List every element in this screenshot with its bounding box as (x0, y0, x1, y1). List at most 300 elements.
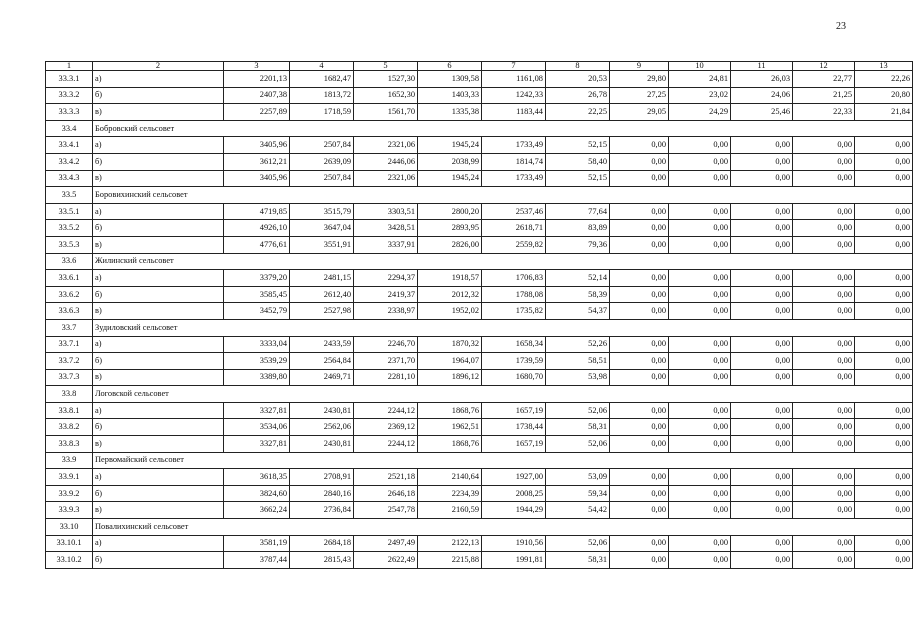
table-cell: 2562,06 (290, 419, 354, 436)
row-variant-label: а) (93, 535, 224, 552)
section-header-row (46, 519, 913, 536)
table-cell: 0,00 (793, 402, 855, 419)
section-header-row (46, 386, 913, 403)
table-cell: 0,00 (669, 203, 731, 220)
table-cell: 2826,00 (418, 236, 482, 253)
row-code: 33.8.3 (46, 436, 93, 453)
table-cell: 2537,46 (482, 203, 546, 220)
table-cell: 2815,43 (290, 552, 354, 569)
row-code: 33.8.1 (46, 402, 93, 419)
table-cell: 2244,12 (354, 436, 418, 453)
table-cell: 2527,98 (290, 303, 354, 320)
table-cell: 58,40 (546, 153, 610, 170)
table-cell: 0,00 (610, 402, 669, 419)
table-cell: 1183,44 (482, 104, 546, 121)
row-variant-label: б) (93, 419, 224, 436)
table-cell: 27,25 (610, 87, 669, 104)
table-cell: 2622,49 (354, 552, 418, 569)
table-cell: 2012,32 (418, 286, 482, 303)
table-cell: 0,00 (669, 286, 731, 303)
table-cell: 1335,38 (418, 104, 482, 121)
table-cell: 0,00 (793, 270, 855, 287)
table-cell: 0,00 (731, 469, 793, 486)
table-cell: 3551,91 (290, 236, 354, 253)
header-row (46, 62, 913, 71)
table-cell: 2321,06 (354, 170, 418, 187)
table-cell: 0,00 (793, 137, 855, 154)
table-cell: 2646,18 (354, 485, 418, 502)
table-cell: 0,00 (855, 485, 913, 502)
table-cell: 0,00 (669, 353, 731, 370)
table-row (46, 153, 913, 170)
table-cell: 0,00 (793, 220, 855, 237)
table-cell: 25,46 (731, 104, 793, 121)
table-cell: 2294,37 (354, 270, 418, 287)
table-cell: 0,00 (669, 336, 731, 353)
table-row (46, 137, 913, 154)
table-cell: 52,06 (546, 402, 610, 419)
table-cell: 0,00 (731, 419, 793, 436)
table-cell: 52,14 (546, 270, 610, 287)
table-cell: 3405,96 (224, 170, 290, 187)
table-cell: 0,00 (731, 303, 793, 320)
table-cell: 52,26 (546, 336, 610, 353)
row-variant-label: б) (93, 153, 224, 170)
table-cell: 1991,81 (482, 552, 546, 569)
table-cell: 0,00 (855, 336, 913, 353)
row-code: 33.9.1 (46, 469, 93, 486)
table-cell: 26,78 (546, 87, 610, 104)
table-cell: 2419,37 (354, 286, 418, 303)
table-cell: 29,80 (610, 71, 669, 88)
table-cell: 0,00 (855, 419, 913, 436)
table-cell: 0,00 (610, 137, 669, 154)
table-cell: 0,00 (610, 336, 669, 353)
table-cell: 22,33 (793, 104, 855, 121)
table-cell: 1962,51 (418, 419, 482, 436)
table-cell: 0,00 (793, 336, 855, 353)
row-variant-label: а) (93, 71, 224, 88)
row-code: 33.5.1 (46, 203, 93, 220)
table-cell: 59,34 (546, 485, 610, 502)
section-title: Логовской сельсовет (93, 386, 913, 403)
table-cell: 2481,15 (290, 270, 354, 287)
column-number-header: 9 (610, 62, 669, 71)
table-row (46, 535, 913, 552)
column-number-header: 8 (546, 62, 610, 71)
row-code: 33.7.3 (46, 369, 93, 386)
table-cell: 2564,84 (290, 353, 354, 370)
table-cell: 3405,96 (224, 137, 290, 154)
table-cell: 2736,84 (290, 502, 354, 519)
table-cell: 0,00 (793, 552, 855, 569)
table-cell: 2430,81 (290, 402, 354, 419)
table-cell: 0,00 (669, 137, 731, 154)
table-cell: 0,00 (731, 353, 793, 370)
section-header-row (46, 253, 913, 270)
table-cell: 1403,33 (418, 87, 482, 104)
table-cell: 0,00 (610, 286, 669, 303)
table-cell: 1927,00 (482, 469, 546, 486)
table-cell: 0,00 (610, 502, 669, 519)
table-cell: 2840,16 (290, 485, 354, 502)
table-cell: 0,00 (610, 469, 669, 486)
table-cell: 3389,80 (224, 369, 290, 386)
table-cell: 3585,45 (224, 286, 290, 303)
table-cell: 2521,18 (354, 469, 418, 486)
table-cell: 54,37 (546, 303, 610, 320)
table-cell: 0,00 (793, 469, 855, 486)
row-variant-label: а) (93, 270, 224, 287)
row-code: 33.9.2 (46, 485, 93, 502)
table-cell: 2612,40 (290, 286, 354, 303)
table-cell: 1813,72 (290, 87, 354, 104)
table-cell: 58,51 (546, 353, 610, 370)
table-cell: 1964,07 (418, 353, 482, 370)
table-cell: 0,00 (669, 170, 731, 187)
table-cell: 0,00 (855, 402, 913, 419)
table-cell: 0,00 (855, 436, 913, 453)
table-cell: 2321,06 (354, 137, 418, 154)
row-code: 33.7.2 (46, 353, 93, 370)
table-cell: 0,00 (793, 303, 855, 320)
table-cell: 0,00 (731, 502, 793, 519)
table-cell: 0,00 (855, 552, 913, 569)
section-title: Зудиловский сельсовет (93, 319, 913, 336)
row-code: 33.10.1 (46, 535, 93, 552)
table-cell: 1658,34 (482, 336, 546, 353)
table-cell: 1680,70 (482, 369, 546, 386)
table-cell: 3515,79 (290, 203, 354, 220)
table-cell: 20,80 (855, 87, 913, 104)
table-cell: 3618,35 (224, 469, 290, 486)
page-number: 23 (836, 21, 846, 32)
row-code: 33.10.2 (46, 552, 93, 569)
table-cell: 0,00 (669, 236, 731, 253)
table-cell: 2234,39 (418, 485, 482, 502)
table-cell: 1945,24 (418, 137, 482, 154)
table-cell: 2244,12 (354, 402, 418, 419)
table-cell: 0,00 (610, 419, 669, 436)
table-cell: 0,00 (793, 170, 855, 187)
column-number-header: 3 (224, 62, 290, 71)
table-cell: 2215,88 (418, 552, 482, 569)
table-cell: 1868,76 (418, 402, 482, 419)
table-cell: 24,29 (669, 104, 731, 121)
table-cell: 3428,51 (354, 220, 418, 237)
table-cell: 0,00 (793, 369, 855, 386)
table-cell: 21,25 (793, 87, 855, 104)
table-cell: 2008,25 (482, 485, 546, 502)
table-row (46, 303, 913, 320)
table-cell: 2639,09 (290, 153, 354, 170)
column-number-header: 2 (93, 62, 224, 71)
row-code: 33.6.1 (46, 270, 93, 287)
table-body (46, 62, 913, 569)
table-cell: 0,00 (731, 535, 793, 552)
row-variant-label: а) (93, 402, 224, 419)
table-cell: 1814,74 (482, 153, 546, 170)
table-cell: 52,06 (546, 436, 610, 453)
table-cell: 0,00 (610, 153, 669, 170)
table-cell: 1870,32 (418, 336, 482, 353)
section-title: Повалихинский сельсовет (93, 519, 913, 536)
row-variant-label: а) (93, 137, 224, 154)
table-cell: 52,15 (546, 170, 610, 187)
table-cell: 1735,82 (482, 303, 546, 320)
row-variant-label: б) (93, 552, 224, 569)
table-cell: 2201,13 (224, 71, 290, 88)
section-title: Бобровский сельсовет (93, 120, 913, 137)
table-row (46, 469, 913, 486)
table-cell: 0,00 (793, 436, 855, 453)
table-cell: 0,00 (731, 137, 793, 154)
table-cell: 0,00 (793, 203, 855, 220)
table-cell: 3612,21 (224, 153, 290, 170)
table-cell: 3452,79 (224, 303, 290, 320)
table-cell: 2446,06 (354, 153, 418, 170)
section-header-row (46, 120, 913, 137)
table-cell: 2507,84 (290, 170, 354, 187)
table-cell: 0,00 (669, 469, 731, 486)
table-cell: 3581,19 (224, 535, 290, 552)
table-cell: 0,00 (855, 286, 913, 303)
table-cell: 0,00 (610, 485, 669, 502)
row-variant-label: а) (93, 469, 224, 486)
table-cell: 52,15 (546, 137, 610, 154)
row-variant-label: в) (93, 170, 224, 187)
row-code: 33.8 (46, 386, 93, 403)
table-cell: 3647,04 (290, 220, 354, 237)
row-code: 33.6.3 (46, 303, 93, 320)
table-cell: 0,00 (669, 303, 731, 320)
table-cell: 22,77 (793, 71, 855, 88)
table-cell: 0,00 (793, 353, 855, 370)
table-cell: 0,00 (855, 270, 913, 287)
table-cell: 4719,85 (224, 203, 290, 220)
table-cell: 3333,04 (224, 336, 290, 353)
table-cell: 0,00 (610, 436, 669, 453)
row-code: 33.4.3 (46, 170, 93, 187)
table-cell: 0,00 (855, 369, 913, 386)
row-code: 33.3.2 (46, 87, 93, 104)
table-cell: 0,00 (669, 402, 731, 419)
row-code: 33.4 (46, 120, 93, 137)
table-cell: 0,00 (855, 469, 913, 486)
table-cell: 0,00 (855, 170, 913, 187)
table-cell: 0,00 (610, 220, 669, 237)
table-cell: 2122,13 (418, 535, 482, 552)
table-cell: 3824,60 (224, 485, 290, 502)
row-variant-label: б) (93, 286, 224, 303)
table-cell: 0,00 (669, 220, 731, 237)
table-cell: 2160,59 (418, 502, 482, 519)
table-cell: 0,00 (731, 220, 793, 237)
table-cell: 2618,71 (482, 220, 546, 237)
table-cell: 20,53 (546, 71, 610, 88)
row-variant-label: в) (93, 236, 224, 253)
row-code: 33.3.1 (46, 71, 93, 88)
row-variant-label: а) (93, 336, 224, 353)
column-number-header: 13 (855, 62, 913, 71)
table-cell: 0,00 (855, 236, 913, 253)
table-cell: 0,00 (610, 203, 669, 220)
table-cell: 2371,70 (354, 353, 418, 370)
table-cell: 1161,08 (482, 71, 546, 88)
column-number-header: 12 (793, 62, 855, 71)
table-cell: 83,89 (546, 220, 610, 237)
table-row (46, 270, 913, 287)
section-title: Жилинский сельсовет (93, 253, 913, 270)
table-cell: 0,00 (793, 502, 855, 519)
table-cell: 0,00 (610, 369, 669, 386)
table-cell: 1561,70 (354, 104, 418, 121)
table-cell: 22,25 (546, 104, 610, 121)
column-number-header: 1 (46, 62, 93, 71)
table-cell: 0,00 (610, 303, 669, 320)
table-cell: 0,00 (855, 203, 913, 220)
table-cell: 58,31 (546, 419, 610, 436)
table-cell: 0,00 (731, 170, 793, 187)
table-cell: 3787,44 (224, 552, 290, 569)
row-code: 33.5.3 (46, 236, 93, 253)
table-cell: 1944,29 (482, 502, 546, 519)
row-code: 33.7.1 (46, 336, 93, 353)
row-variant-label: б) (93, 353, 224, 370)
table-cell: 58,31 (546, 552, 610, 569)
table-cell: 3327,81 (224, 402, 290, 419)
row-variant-label: б) (93, 485, 224, 502)
table-cell: 1682,47 (290, 71, 354, 88)
table-cell: 2800,20 (418, 203, 482, 220)
row-code: 33.4.1 (46, 137, 93, 154)
table-cell: 3662,24 (224, 502, 290, 519)
table-cell: 3539,29 (224, 353, 290, 370)
table-cell: 0,00 (669, 502, 731, 519)
table-cell: 1868,76 (418, 436, 482, 453)
table-cell: 2547,78 (354, 502, 418, 519)
table-cell: 0,00 (855, 535, 913, 552)
table-cell: 0,00 (731, 369, 793, 386)
table-row (46, 170, 913, 187)
column-number-header: 11 (731, 62, 793, 71)
table-cell: 0,00 (610, 170, 669, 187)
table-cell: 1788,08 (482, 286, 546, 303)
table-cell: 1738,44 (482, 419, 546, 436)
row-variant-label: а) (93, 203, 224, 220)
table-cell: 0,00 (855, 220, 913, 237)
table-cell: 0,00 (793, 535, 855, 552)
table-cell: 1952,02 (418, 303, 482, 320)
section-title: Боровихинский сельсовет (93, 187, 913, 204)
table-cell: 0,00 (669, 552, 731, 569)
table-cell: 1733,49 (482, 170, 546, 187)
row-code: 33.5.2 (46, 220, 93, 237)
table-cell: 1718,59 (290, 104, 354, 121)
table-cell: 0,00 (669, 485, 731, 502)
table-cell: 53,09 (546, 469, 610, 486)
table-cell: 0,00 (855, 502, 913, 519)
table-cell: 1918,57 (418, 270, 482, 287)
table-cell: 0,00 (669, 153, 731, 170)
table-cell: 0,00 (855, 153, 913, 170)
table-cell: 0,00 (731, 402, 793, 419)
row-variant-label: в) (93, 436, 224, 453)
row-code: 33.8.2 (46, 419, 93, 436)
table-cell: 1652,30 (354, 87, 418, 104)
table-row (46, 402, 913, 419)
section-header-row (46, 187, 913, 204)
table-cell: 0,00 (610, 353, 669, 370)
table-cell: 1706,83 (482, 270, 546, 287)
table-cell: 3534,06 (224, 419, 290, 436)
table-cell: 1945,24 (418, 170, 482, 187)
table-cell: 1657,19 (482, 402, 546, 419)
table-cell: 2369,12 (354, 419, 418, 436)
table-cell: 2281,10 (354, 369, 418, 386)
table-cell: 2430,81 (290, 436, 354, 453)
table-cell: 2559,82 (482, 236, 546, 253)
table-cell: 0,00 (610, 552, 669, 569)
table-row (46, 419, 913, 436)
table-cell: 54,42 (546, 502, 610, 519)
table-cell: 0,00 (793, 419, 855, 436)
table-cell: 2338,97 (354, 303, 418, 320)
table-cell: 0,00 (610, 270, 669, 287)
table-cell: 0,00 (731, 236, 793, 253)
column-number-header: 7 (482, 62, 546, 71)
table-cell: 0,00 (731, 336, 793, 353)
table-cell: 0,00 (610, 236, 669, 253)
row-variant-label: б) (93, 220, 224, 237)
table-cell: 0,00 (731, 485, 793, 502)
table-cell: 0,00 (731, 203, 793, 220)
table-cell: 52,06 (546, 535, 610, 552)
row-code: 33.4.2 (46, 153, 93, 170)
table-cell: 0,00 (669, 436, 731, 453)
section-header-row (46, 452, 913, 469)
table-cell: 2497,49 (354, 535, 418, 552)
table-cell: 2038,99 (418, 153, 482, 170)
table-cell: 1309,58 (418, 71, 482, 88)
table-row (46, 236, 913, 253)
table-cell: 1657,19 (482, 436, 546, 453)
row-variant-label: б) (93, 87, 224, 104)
table-cell: 2893,95 (418, 220, 482, 237)
table-cell: 2140,64 (418, 469, 482, 486)
table-cell: 0,00 (731, 286, 793, 303)
table-cell: 3303,51 (354, 203, 418, 220)
table-cell: 2507,84 (290, 137, 354, 154)
row-variant-label: в) (93, 369, 224, 386)
table-row (46, 104, 913, 121)
table-cell: 0,00 (669, 419, 731, 436)
row-code: 33.5 (46, 187, 93, 204)
table-cell: 0,00 (793, 485, 855, 502)
table-cell: 3379,20 (224, 270, 290, 287)
table-cell: 2257,89 (224, 104, 290, 121)
table-cell: 3327,81 (224, 436, 290, 453)
table-cell: 4926,10 (224, 220, 290, 237)
table-cell: 0,00 (731, 270, 793, 287)
table-cell: 0,00 (793, 286, 855, 303)
table-cell: 2433,59 (290, 336, 354, 353)
table-cell: 2246,70 (354, 336, 418, 353)
table-cell: 2407,38 (224, 87, 290, 104)
table-row (46, 286, 913, 303)
table-cell: 0,00 (731, 436, 793, 453)
table-cell: 24,06 (731, 87, 793, 104)
